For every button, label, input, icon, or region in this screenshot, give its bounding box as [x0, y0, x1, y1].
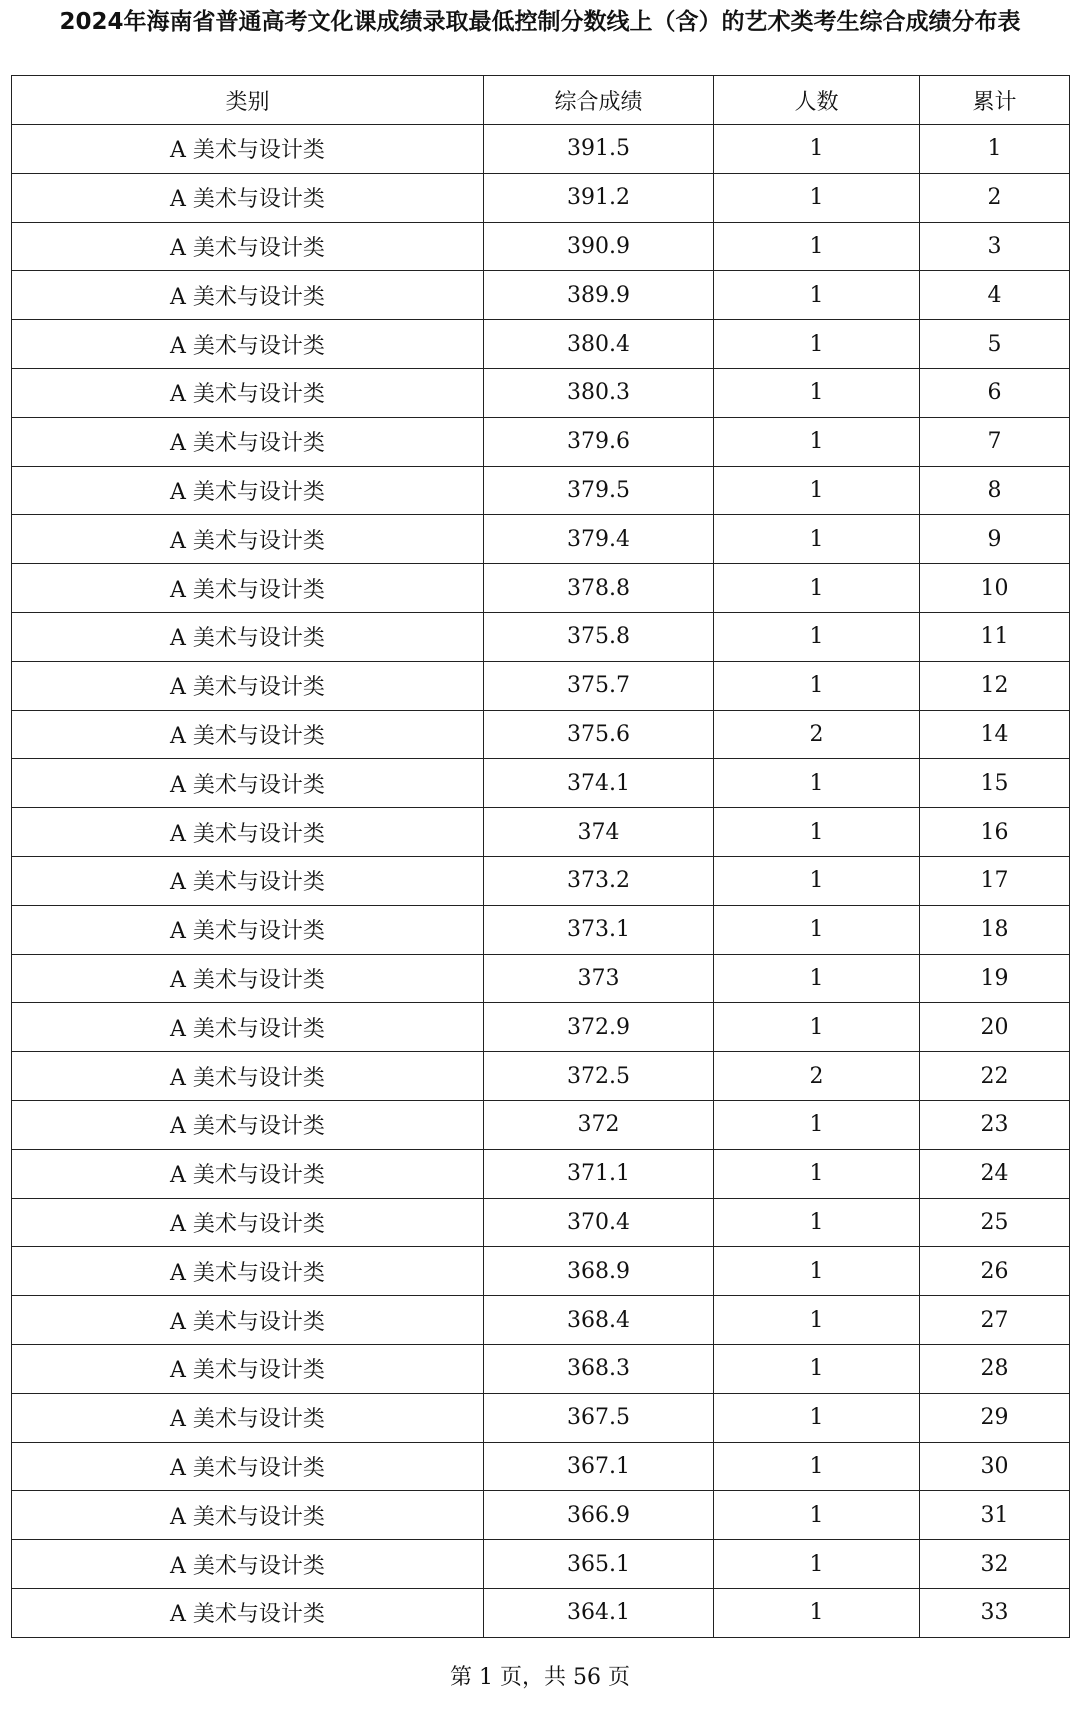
cell-cumulative: 25 — [920, 1198, 1070, 1247]
table-row — [12, 1003, 1070, 1052]
cell-cumulative: 9 — [920, 515, 1070, 564]
cell-category: A 美术与设计类 — [12, 1198, 484, 1247]
cell-score: 379.4 — [484, 515, 714, 564]
cell-score: 375.8 — [484, 612, 714, 661]
table-row — [12, 320, 1070, 369]
table-row — [12, 1247, 1070, 1296]
cell-score: 372.9 — [484, 1003, 714, 1052]
cell-count: 1 — [714, 271, 920, 320]
cell-count: 1 — [714, 1588, 920, 1637]
cell-cumulative: 11 — [920, 612, 1070, 661]
cell-cumulative: 29 — [920, 1393, 1070, 1442]
table-header-row — [12, 76, 1070, 125]
cell-cumulative: 23 — [920, 1100, 1070, 1149]
cell-count: 1 — [714, 466, 920, 515]
cell-count: 1 — [714, 515, 920, 564]
cell-category: A 美术与设计类 — [12, 466, 484, 515]
cell-cumulative: 15 — [920, 759, 1070, 808]
cell-score: 372.5 — [484, 1052, 714, 1101]
table-row — [12, 1442, 1070, 1491]
table-row — [12, 466, 1070, 515]
header-category: 类别 — [12, 76, 484, 125]
table-row — [12, 808, 1070, 857]
cell-cumulative: 32 — [920, 1540, 1070, 1589]
cell-category: A 美术与设计类 — [12, 1296, 484, 1345]
cell-count: 1 — [714, 1344, 920, 1393]
cell-category: A 美术与设计类 — [12, 1588, 484, 1637]
cell-count: 1 — [714, 1149, 920, 1198]
table-row — [12, 1149, 1070, 1198]
cell-score: 380.4 — [484, 320, 714, 369]
header-count: 人数 — [714, 76, 920, 125]
table-row — [12, 1540, 1070, 1589]
cell-category: A 美术与设计类 — [12, 271, 484, 320]
cell-count: 1 — [714, 320, 920, 369]
cell-cumulative: 17 — [920, 856, 1070, 905]
cell-score: 378.8 — [484, 564, 714, 613]
cell-score: 368.4 — [484, 1296, 714, 1345]
cell-count: 1 — [714, 1296, 920, 1345]
cell-category: A 美术与设计类 — [12, 222, 484, 271]
table-row — [12, 1052, 1070, 1101]
cell-category: A 美术与设计类 — [12, 1100, 484, 1149]
cell-cumulative: 10 — [920, 564, 1070, 613]
header-score: 综合成绩 — [484, 76, 714, 125]
table-row — [12, 661, 1070, 710]
table-row — [12, 368, 1070, 417]
cell-cumulative: 18 — [920, 905, 1070, 954]
cell-score: 391.5 — [484, 125, 714, 174]
cell-count: 1 — [714, 856, 920, 905]
cell-score: 367.1 — [484, 1442, 714, 1491]
cell-category: A 美术与设计类 — [12, 856, 484, 905]
cell-score: 375.7 — [484, 661, 714, 710]
table-row — [12, 612, 1070, 661]
cell-score: 389.9 — [484, 271, 714, 320]
cell-score: 364.1 — [484, 1588, 714, 1637]
cell-category: A 美术与设计类 — [12, 1540, 484, 1589]
cell-score: 379.5 — [484, 466, 714, 515]
table-row — [12, 856, 1070, 905]
cell-count: 1 — [714, 1100, 920, 1149]
table-row — [12, 905, 1070, 954]
page-title: 2024年海南省普通高考文化课成绩录取最低控制分数线上（含）的艺术类考生综合成绩分布表 — [59, 9, 1021, 35]
cell-category: A 美术与设计类 — [12, 612, 484, 661]
cell-cumulative: 14 — [920, 710, 1070, 759]
cell-category: A 美术与设计类 — [12, 125, 484, 174]
table-row — [12, 710, 1070, 759]
cell-count: 1 — [714, 173, 920, 222]
cell-count: 1 — [714, 759, 920, 808]
cell-cumulative: 7 — [920, 417, 1070, 466]
cell-count: 1 — [714, 564, 920, 613]
cell-score: 372 — [484, 1100, 714, 1149]
cell-cumulative: 30 — [920, 1442, 1070, 1491]
table-row — [12, 417, 1070, 466]
cell-cumulative: 16 — [920, 808, 1070, 857]
cell-cumulative: 4 — [920, 271, 1070, 320]
cell-cumulative: 12 — [920, 661, 1070, 710]
page-footer: 第 1 页，共 56 页 — [450, 1665, 630, 1690]
cell-category: A 美术与设计类 — [12, 368, 484, 417]
cell-count: 1 — [714, 222, 920, 271]
cell-category: A 美术与设计类 — [12, 808, 484, 857]
cell-cumulative: 6 — [920, 368, 1070, 417]
cell-cumulative: 8 — [920, 466, 1070, 515]
cell-cumulative: 5 — [920, 320, 1070, 369]
cell-category: A 美术与设计类 — [12, 905, 484, 954]
table-row — [12, 759, 1070, 808]
cell-category: A 美术与设计类 — [12, 661, 484, 710]
cell-cumulative: 33 — [920, 1588, 1070, 1637]
cell-score: 379.6 — [484, 417, 714, 466]
cell-score: 365.1 — [484, 1540, 714, 1589]
table-row — [12, 1296, 1070, 1345]
cell-cumulative: 19 — [920, 954, 1070, 1003]
cell-score: 380.3 — [484, 368, 714, 417]
cell-category: A 美术与设计类 — [12, 1442, 484, 1491]
header-cumulative: 累计 — [920, 76, 1070, 125]
cell-cumulative: 24 — [920, 1149, 1070, 1198]
cell-score: 390.9 — [484, 222, 714, 271]
cell-cumulative: 28 — [920, 1344, 1070, 1393]
cell-category: A 美术与设计类 — [12, 564, 484, 613]
cell-score: 371.1 — [484, 1149, 714, 1198]
cell-category: A 美术与设计类 — [12, 1052, 484, 1101]
cell-cumulative: 3 — [920, 222, 1070, 271]
cell-category: A 美术与设计类 — [12, 173, 484, 222]
cell-count: 1 — [714, 1393, 920, 1442]
cell-score: 370.4 — [484, 1198, 714, 1247]
table-row — [12, 1344, 1070, 1393]
cell-count: 1 — [714, 954, 920, 1003]
cell-category: A 美术与设计类 — [12, 1393, 484, 1442]
cell-score: 368.3 — [484, 1344, 714, 1393]
cell-count: 1 — [714, 125, 920, 174]
table-row — [12, 1491, 1070, 1540]
cell-category: A 美术与设计类 — [12, 710, 484, 759]
cell-cumulative: 20 — [920, 1003, 1070, 1052]
cell-score: 366.9 — [484, 1491, 714, 1540]
cell-count: 1 — [714, 1198, 920, 1247]
cell-category: A 美术与设计类 — [12, 515, 484, 564]
cell-cumulative: 31 — [920, 1491, 1070, 1540]
cell-score: 373.1 — [484, 905, 714, 954]
cell-cumulative: 2 — [920, 173, 1070, 222]
cell-category: A 美术与设计类 — [12, 1149, 484, 1198]
cell-count: 1 — [714, 661, 920, 710]
table-row — [12, 125, 1070, 174]
cell-score: 374 — [484, 808, 714, 857]
cell-score: 374.1 — [484, 759, 714, 808]
cell-count: 1 — [714, 1247, 920, 1296]
table-row — [12, 954, 1070, 1003]
table-row — [12, 1100, 1070, 1149]
cell-count: 1 — [714, 417, 920, 466]
cell-score: 367.5 — [484, 1393, 714, 1442]
table-row — [12, 1393, 1070, 1442]
cell-category: A 美术与设计类 — [12, 1003, 484, 1052]
score-distribution-table — [11, 75, 1070, 1638]
table-row — [12, 1588, 1070, 1637]
cell-count: 2 — [714, 710, 920, 759]
table-row — [12, 173, 1070, 222]
cell-cumulative: 22 — [920, 1052, 1070, 1101]
cell-count: 1 — [714, 1442, 920, 1491]
cell-category: A 美术与设计类 — [12, 1491, 484, 1540]
cell-category: A 美术与设计类 — [12, 1344, 484, 1393]
cell-score: 375.6 — [484, 710, 714, 759]
cell-score: 373 — [484, 954, 714, 1003]
table-row — [12, 222, 1070, 271]
table-row — [12, 1198, 1070, 1247]
cell-score: 373.2 — [484, 856, 714, 905]
cell-score: 391.2 — [484, 173, 714, 222]
cell-cumulative: 26 — [920, 1247, 1070, 1296]
cell-category: A 美术与设计类 — [12, 417, 484, 466]
cell-category: A 美术与设计类 — [12, 954, 484, 1003]
cell-category: A 美术与设计类 — [12, 759, 484, 808]
cell-cumulative: 1 — [920, 125, 1070, 174]
table-row — [12, 271, 1070, 320]
cell-cumulative: 27 — [920, 1296, 1070, 1345]
cell-count: 1 — [714, 1003, 920, 1052]
cell-count: 1 — [714, 1491, 920, 1540]
cell-count: 1 — [714, 368, 920, 417]
cell-count: 1 — [714, 905, 920, 954]
cell-count: 1 — [714, 612, 920, 661]
cell-count: 2 — [714, 1052, 920, 1101]
cell-category: A 美术与设计类 — [12, 1247, 484, 1296]
table-row — [12, 515, 1070, 564]
cell-count: 1 — [714, 808, 920, 857]
table-row — [12, 564, 1070, 613]
cell-count: 1 — [714, 1540, 920, 1589]
table-body — [12, 125, 1070, 1638]
cell-category: A 美术与设计类 — [12, 320, 484, 369]
cell-score: 368.9 — [484, 1247, 714, 1296]
